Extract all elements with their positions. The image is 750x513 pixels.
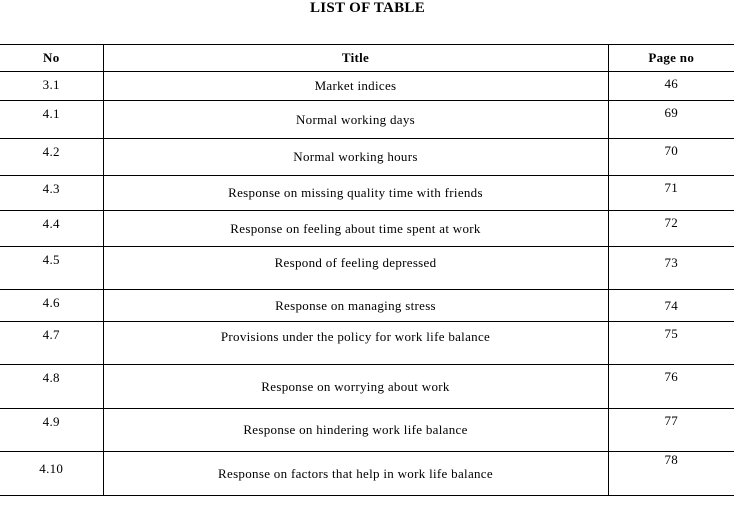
row-number: 4.1	[0, 101, 103, 139]
row-title: Respond of feeling depressed	[103, 247, 608, 290]
row-page: 78	[608, 452, 734, 496]
table-row	[0, 409, 734, 452]
row-number: 4.3	[0, 176, 103, 211]
table-row	[0, 211, 734, 247]
row-number: 4.6	[0, 290, 103, 322]
table-row	[0, 72, 734, 101]
row-page: 72	[608, 211, 734, 247]
row-page: 75	[608, 322, 734, 365]
row-page: 73	[608, 247, 734, 290]
row-page: 69	[608, 101, 734, 139]
column-header-title: Title	[103, 45, 608, 72]
table-row	[0, 101, 734, 139]
column-header-page: Page no	[608, 45, 734, 72]
row-title: Response on hindering work life balance	[103, 409, 608, 452]
row-number: 4.2	[0, 139, 103, 176]
row-page: 71	[608, 176, 734, 211]
row-title: Market indices	[103, 72, 608, 101]
row-title: Normal working hours	[103, 139, 608, 176]
column-header-no: No	[0, 45, 103, 72]
table-row	[0, 139, 734, 176]
row-number: 4.10	[0, 452, 103, 496]
row-number: 3.1	[0, 72, 103, 101]
row-page: 70	[608, 139, 734, 176]
row-title: Response on factors that help in work life balance	[103, 452, 608, 496]
row-number: 4.5	[0, 247, 103, 290]
row-number: 4.9	[0, 409, 103, 452]
table-row	[0, 290, 734, 322]
row-page: 46	[608, 72, 734, 101]
table-row	[0, 176, 734, 211]
row-page: 74	[608, 290, 734, 322]
table-row	[0, 365, 734, 409]
row-title: Response on feeling about time spent at work	[103, 211, 608, 247]
table-row	[0, 322, 734, 365]
row-title: Response on worrying about work	[103, 365, 608, 409]
page-title: LIST OF TABLE	[309, 0, 426, 16]
list-of-tables	[0, 44, 734, 496]
row-title: Response on managing stress	[103, 290, 608, 322]
table-row	[0, 247, 734, 290]
row-title: Provisions under the policy for work life balance	[103, 322, 608, 365]
row-title: Normal working days	[103, 101, 608, 139]
header-row	[0, 45, 734, 72]
row-page: 77	[608, 409, 734, 452]
row-number: 4.7	[0, 322, 103, 365]
table-row	[0, 452, 734, 496]
row-number: 4.8	[0, 365, 103, 409]
row-number: 4.4	[0, 211, 103, 247]
row-page: 76	[608, 365, 734, 409]
row-title: Response on missing quality time with friends	[103, 176, 608, 211]
